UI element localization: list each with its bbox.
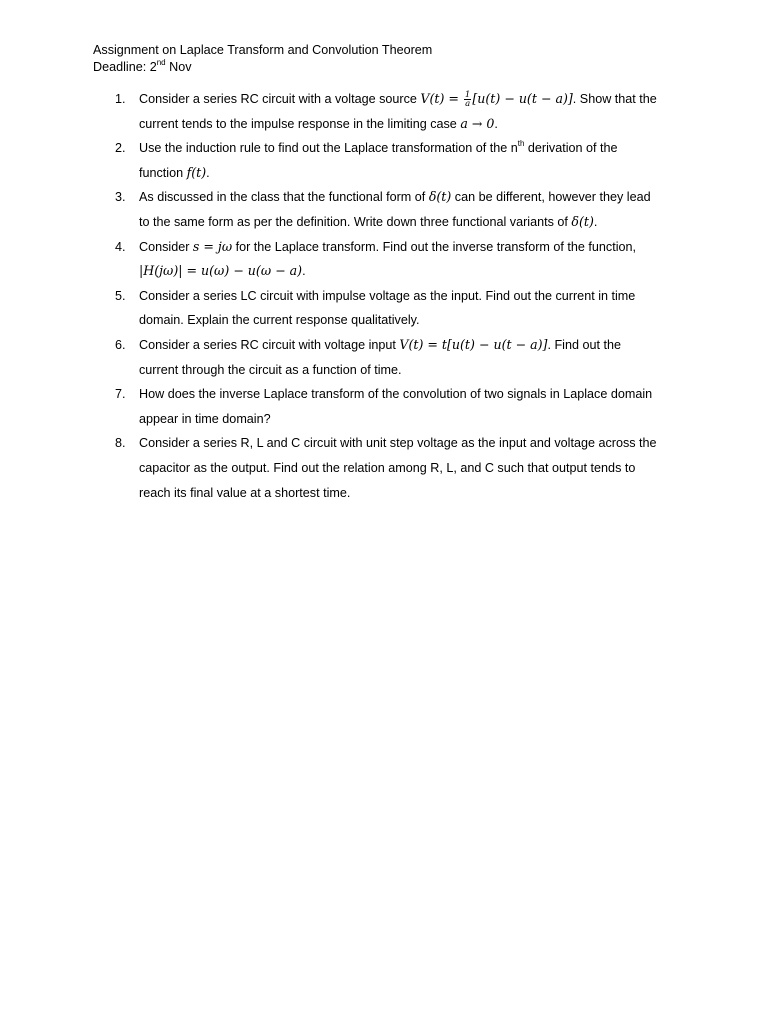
math-expression: a → 0 xyxy=(460,115,495,131)
question-text-line: Consider a series RC circuit with a voltage source V(t) = $\frac{1}{a}$ [u(t) − u(t − a)]. Show that the xyxy=(139,90,657,110)
superscript: th xyxy=(517,139,525,148)
document-header xyxy=(93,42,432,76)
deadline-superscript: nd xyxy=(156,57,166,67)
question-text-line: Consider s = jω for the Laplace transform. Find out the inverse transform of the function, xyxy=(139,238,637,254)
question-text-line: Use the induction rule to find out the Laplace transformation of the $n^{th}$ derivation of the xyxy=(139,139,618,156)
question-number: 3. xyxy=(115,190,126,205)
question-3 xyxy=(0,185,768,234)
assignment-title: Assignment on Laplace Transform and Convolution Theorem xyxy=(93,43,433,57)
question-8 xyxy=(0,431,768,505)
math-expression: |H(jω)| = u(ω) − u(ω − a) xyxy=(139,263,303,279)
question-6 xyxy=(0,333,768,382)
question-text-line: reach its final value at a shortest time. xyxy=(139,485,351,500)
question-text-line: Consider a series R, L and C circuit with unit step voltage as the input and voltage across the xyxy=(139,436,657,451)
question-number: 8. xyxy=(115,436,126,451)
question-text-line: How does the inverse Laplace transform of the convolution of two signals in Laplace domain xyxy=(139,387,653,402)
question-text-line: current through the circuit as a function of time. xyxy=(139,362,402,377)
question-number: 1. xyxy=(115,92,126,106)
question-number: 5. xyxy=(115,288,126,303)
question-number: 2. xyxy=(115,141,126,156)
question-number: 7. xyxy=(115,387,126,402)
question-text-line: As discussed in the class that the functional form of δ(t) can be different, however they lead xyxy=(139,189,651,205)
math-expression: δ(t) xyxy=(428,189,452,205)
question-text-line: domain. Explain the current response qualitatively. xyxy=(139,313,420,328)
math-expression: [u(t) − u(t − a)] xyxy=(472,91,573,106)
question-7 xyxy=(0,382,768,431)
question-text-line: current tends to the impulse response in the limiting case a → 0. xyxy=(139,115,498,131)
question-text-line: Consider a series RC circuit with voltage input V(t) = t[u(t) − u(t − a)]. Find out the xyxy=(139,336,621,352)
question-text-line: appear in time domain? xyxy=(139,411,271,426)
question-text-line: capacitor as the output. Find out the relation among R, L, and C such that output tends to xyxy=(139,460,636,475)
deadline-line: Deadline: 2nd Nov xyxy=(93,57,192,74)
question-number: 6. xyxy=(115,337,126,352)
question-text-line: function f(t). xyxy=(139,164,210,180)
question-1 xyxy=(0,87,768,136)
math-expression: f(t) xyxy=(186,164,207,180)
question-4 xyxy=(0,235,768,284)
question-number: 4. xyxy=(115,239,126,254)
question-2 xyxy=(0,136,768,185)
fraction-one-over-a: $\frac{1}{a}$ xyxy=(464,90,471,110)
question-text-line: |H(jω)| = u(ω) − u(ω − a). xyxy=(139,263,306,279)
question-5 xyxy=(0,284,768,333)
question-text-line: Consider a series LC circuit with impulse voltage as the input. Find out the current in time xyxy=(139,288,636,303)
question-list xyxy=(0,87,768,505)
math-expression: V(t) = xyxy=(420,91,463,106)
math-expression: s = jω xyxy=(192,238,233,254)
math-expression: V(t) = t[u(t) − u(t − a)] xyxy=(399,336,548,352)
question-text-line: to the same form as per the definition. Write down three functional variants of δ(t). xyxy=(139,213,598,229)
math-expression: δ(t) xyxy=(571,213,594,229)
